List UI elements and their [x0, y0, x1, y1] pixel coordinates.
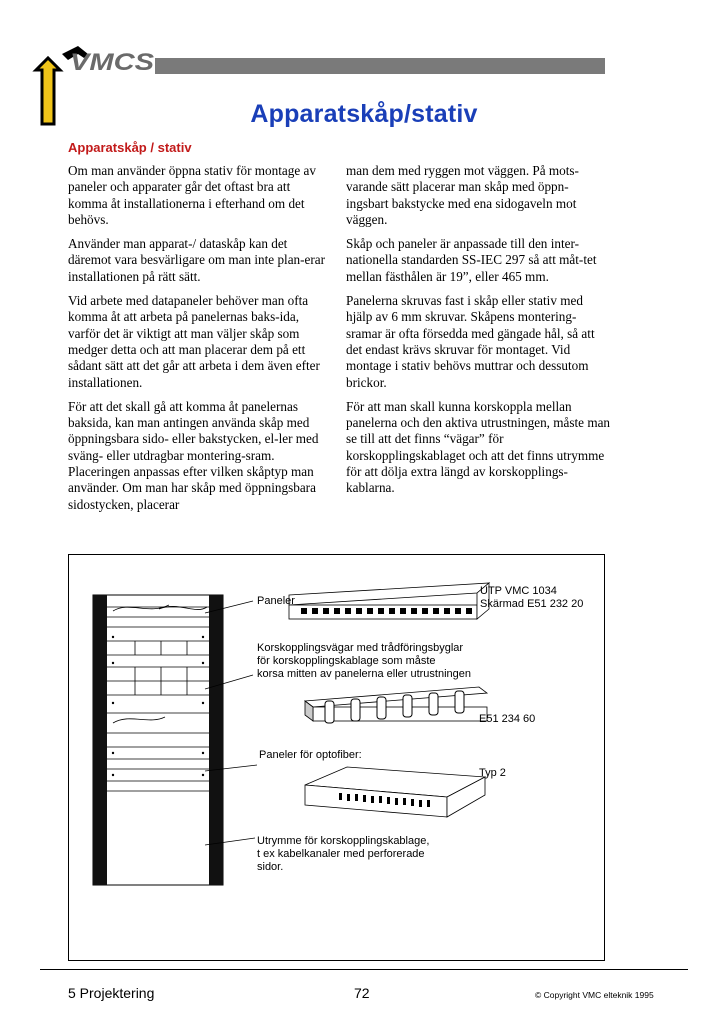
body-right-column — [346, 163, 611, 505]
logo-text: VMCS — [70, 49, 154, 76]
rack-cabinet — [93, 595, 223, 885]
body-left-column — [68, 163, 330, 521]
paragraph: Panelerna skruvas fast i skåp eller stativ med hjälp av 6 mm skruvar. Skåpens montering-sramar är ofta försedda med gängade hål, så att det endast krävs skruvar för montaget. Vid montage i stativ behövs muttrar och dessutom brickor. — [346, 293, 595, 390]
paragraph: För att det skall gå att komma åt panelernas baksida, kan man antingen använda skåp med öppningsbara sido- eller bakstycken, el-ler med sväng- eller utdragbar montering-sram. Placeringen anpassas efter vilken skåptyp man använder. Om man har skåp med öppningsbara sidostycken, placerar — [68, 398, 319, 512]
rack-figure — [68, 554, 605, 961]
label-utp: UTP VMC 1034 Skärmad E51 232 20 — [480, 585, 584, 610]
label-utrymme: Utrymme för korskopplingskablage, t ex kabelkanaler med perforerade sidor. — [257, 835, 430, 873]
paragraph: För att man skall kunna korskoppla mellan panelerna och den aktiva utrustningen, måste man se till att det finns “vägar” för korskopplingskablaget och att det finns utrymme för att dölja extra längd av korskopplings-kablarna. — [346, 398, 611, 496]
utp-panel-drawing — [289, 583, 489, 619]
optofiber-panel-drawing — [305, 767, 485, 817]
cable-guide-drawing — [305, 687, 487, 723]
footer-divider — [40, 969, 688, 970]
section-subtitle: Apparatskåp / stativ — [68, 140, 192, 155]
paragraph: Vid arbete med datapaneler behöver man ofta komma åt att arbeta på panelernas baks-ida, varför det är viktigt att man väljer skåp som medger detta och att man placerar dem på ett sådant sätt att det går att arbeta i dem även efter installationen. — [68, 293, 320, 390]
rack-right-rail — [209, 595, 223, 885]
label-paneler: Paneler — [257, 595, 295, 607]
rack-left-rail — [93, 595, 107, 885]
page-number: 72 — [354, 985, 370, 1001]
paragraph: man dem med ryggen mot väggen. På mots-varande sätt placerar man skåp med öppn-ingsbart bakstycke med ena sidogaveln mot väggen. — [346, 163, 579, 227]
label-optofiber: Paneler för optofiber: — [259, 749, 362, 761]
page-title: Apparatskåp/stativ — [250, 100, 478, 128]
footer-copyright: © Copyright VMC elteknik 1995 — [535, 990, 654, 1000]
label-korskopplingsvagar: Korskopplingsvägar med trådföringsbyglar för korskopplingskablage som måste korsa mitten av panelerna eller utrustningen — [257, 642, 472, 680]
footer-section: 5 Projektering — [68, 985, 155, 1001]
paragraph: Om man använder öppna stativ för montage av paneler och apparater går det oftast bra att komma åt installationerna i efterhand om det behövs. — [68, 163, 316, 227]
label-e51: E51 234 60 — [479, 713, 536, 725]
label-typ: Typ 2 — [479, 767, 506, 779]
paragraph: Skåp och paneler är anpassade till den inter-nationella standarden SS-IEC 297 så att måt-tet mellan fästhålen är 19”, eller 465 mm. — [346, 236, 597, 284]
header-bar — [155, 58, 605, 74]
paragraph: Använder man apparat-/ dataskåp kan det däremot vara besvärligare om man inte plan-erar installationen på rätt sätt. — [68, 236, 326, 284]
